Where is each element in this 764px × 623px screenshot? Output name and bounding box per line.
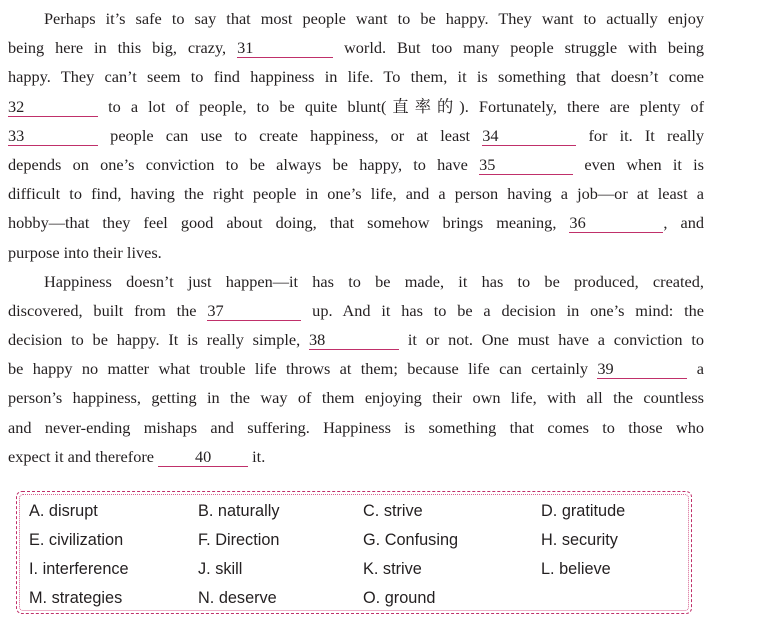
p2-line-5 <box>8 383 704 412</box>
option-h[interactable] <box>541 530 618 550</box>
blank-32[interactable]: 32 <box>8 97 98 117</box>
p2-line-6 <box>8 413 704 442</box>
option-word: Confusing <box>384 531 459 549</box>
option-word: security <box>561 531 618 549</box>
blank-38[interactable]: 38 <box>309 330 399 350</box>
option-word: Direction <box>215 531 280 549</box>
text: be happy no matter what trouble life throws at them; because life can certainly <box>8 359 589 379</box>
option-n[interactable] <box>198 588 277 608</box>
option-f[interactable] <box>198 530 279 550</box>
blank-35[interactable]: 35 <box>479 155 573 175</box>
options-box <box>16 491 692 614</box>
text: difficult to find, having the right people in one’s life, and a person having a job—or at least a <box>8 184 704 204</box>
option-word: strive <box>383 502 423 520</box>
blank-33[interactable]: 33 <box>8 126 98 146</box>
text: up. And it has to be a decision in one’s mind: the <box>312 300 704 320</box>
text: depends on one’s conviction to be always be happy, to have <box>8 154 468 174</box>
option-letter: D. <box>541 502 558 520</box>
option-word: strategies <box>51 589 123 607</box>
option-letter: A. <box>29 502 45 520</box>
option-d[interactable] <box>541 501 625 521</box>
text: happy. They can’t seem to find happiness in life. To them, it is something that doesn’t come <box>8 67 704 87</box>
option-a[interactable] <box>29 501 98 521</box>
option-k[interactable] <box>363 559 422 579</box>
option-letter: E. <box>29 531 45 549</box>
text: purpose into their lives. <box>8 242 162 262</box>
option-letter: B. <box>198 502 214 520</box>
p1-line-8 <box>8 208 704 237</box>
option-c[interactable] <box>363 501 423 521</box>
option-e[interactable] <box>29 530 123 550</box>
option-word: gratitude <box>561 502 626 520</box>
option-letter: I. <box>29 560 39 578</box>
p2-line-7 <box>8 442 704 471</box>
text: even when it is <box>584 154 705 174</box>
cloze-passage <box>8 4 704 471</box>
text: for it. It really <box>588 125 705 145</box>
p1-line-5 <box>8 121 704 150</box>
text: , and <box>663 213 705 233</box>
blank-39[interactable]: 39 <box>597 359 687 379</box>
text: Perhaps it’s safe to say that most people want to be happy. They want to actually enjoy <box>44 9 704 28</box>
option-word: interference <box>42 560 129 578</box>
p1-line-6 <box>8 150 704 179</box>
p2-line-4 <box>8 354 704 383</box>
option-letter: J. <box>198 560 211 578</box>
text: to a lot of people, to be quite blunt(直率的). Fortunately, there are plenty of <box>108 96 704 116</box>
option-word: deserve <box>218 589 277 607</box>
blank-34[interactable]: 34 <box>482 126 576 146</box>
text: Happiness doesn’t just happen—it has to be made, it has to be produced, created, <box>44 271 704 291</box>
option-word: strive <box>382 560 422 578</box>
option-j[interactable] <box>198 559 242 579</box>
p2-line-2 <box>8 296 704 325</box>
blank-36[interactable]: 36 <box>569 213 663 233</box>
option-letter: O. <box>363 589 381 607</box>
text: discovered, built from the <box>8 300 197 320</box>
p1-line-9 <box>8 238 704 267</box>
option-word: believe <box>559 560 611 578</box>
blank-31[interactable]: 31 <box>237 38 333 58</box>
text: expect it and therefore <box>8 446 154 466</box>
text: people can use to create happiness, or at least <box>110 125 471 145</box>
text: it or not. One must have a conviction to <box>407 330 705 350</box>
text: a <box>696 359 704 379</box>
p1-line-2 <box>8 33 704 62</box>
text: and never-ending mishaps and suffering. Happiness is something that comes to those who <box>8 417 704 437</box>
option-letter: K. <box>363 560 379 578</box>
text: being here in this big, crazy, <box>8 38 227 58</box>
option-letter: G. <box>363 531 381 549</box>
option-b[interactable] <box>198 501 279 521</box>
blank-40[interactable]: 40 <box>158 447 248 467</box>
option-i[interactable] <box>29 559 129 579</box>
text: decision to be happy. It is really simple, <box>8 330 301 350</box>
option-m[interactable] <box>29 588 122 608</box>
text: person’s happiness, getting in the way of them enjoying their own life, with all the countless <box>8 388 704 408</box>
p1-line-3 <box>8 62 704 91</box>
option-word: civilization <box>48 531 124 549</box>
option-letter: H. <box>541 531 558 549</box>
p1-line-1 <box>8 4 704 33</box>
option-l[interactable] <box>541 559 611 579</box>
p2-line-3 <box>8 325 704 354</box>
blank-37[interactable]: 37 <box>207 301 301 321</box>
p1-line-4 <box>8 92 704 121</box>
option-letter: C. <box>363 502 380 520</box>
option-word: disrupt <box>48 502 98 520</box>
option-letter: F. <box>198 531 211 549</box>
text: it. <box>252 446 266 466</box>
p1-line-7 <box>8 179 704 208</box>
option-word: naturally <box>217 502 280 520</box>
option-g[interactable] <box>363 530 458 550</box>
option-letter: M. <box>29 589 48 607</box>
option-word: skill <box>215 560 243 578</box>
option-o[interactable] <box>363 588 435 608</box>
option-letter: L. <box>541 560 555 578</box>
option-letter: N. <box>198 589 215 607</box>
p2-line-1 <box>8 267 704 296</box>
option-word: ground <box>384 589 436 607</box>
text: hobby—that they feel good about doing, that somehow brings meaning, <box>8 213 557 233</box>
text: world. But too many people struggle with being <box>344 38 705 58</box>
